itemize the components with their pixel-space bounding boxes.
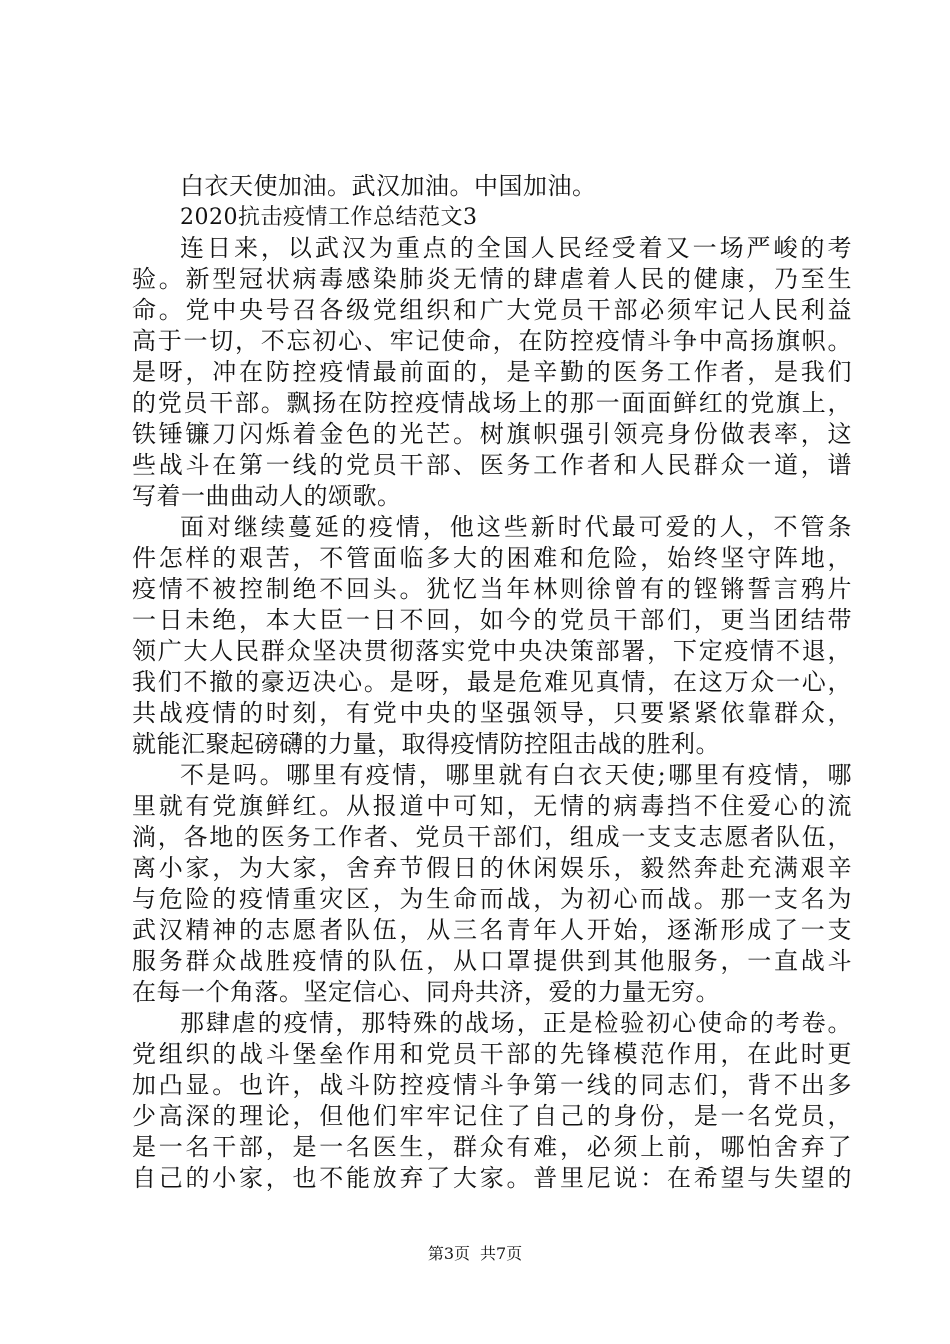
text-line: 不是吗。哪里有疫情，哪里就有白衣天使;哪里有疫情，哪 <box>180 761 852 789</box>
text-line: 少高深的理论，但他们牢牢记住了自己的身份，是一名党员， <box>132 1102 852 1130</box>
text-line: 我们不撤的豪迈决心。是呀，最是危难见真情，在这万众一心， <box>132 668 852 696</box>
page-number: 第3页 <box>427 1244 470 1263</box>
text-line: 铁锤镰刀闪烁着金色的光芒。树旗帜强引领亮身份做表率，这 <box>132 420 852 448</box>
text-line: 是呀，冲在防控疫情最前面的，是辛勤的医务工作者，是我们 <box>132 358 852 386</box>
text-line: 白衣天使加油。武汉加油。中国加油。 <box>180 172 597 200</box>
text-line: 些战斗在第一线的党员干部、医务工作者和人民群众一道，谱 <box>132 451 852 479</box>
text-line: 在每一个角落。坚定信心、同舟共济，爱的力量无穷。 <box>132 978 720 1006</box>
text-line: 面对继续蔓延的疫情，他这些新时代最可爱的人，不管条 <box>180 513 852 541</box>
text-line: 连日来，以武汉为重点的全国人民经受着又一场严峻的考 <box>180 234 852 262</box>
text-line: 离小家，为大家，舍弃节假日的休闲娱乐，毅然奔赴充满艰辛 <box>132 854 852 882</box>
text-line: 是一名干部，是一名医生，群众有难，必须上前，哪怕舍弃了 <box>132 1133 852 1161</box>
document-body <box>132 171 852 1194</box>
text-line: 淌，各地的医务工作者、党员干部们，组成一支支志愿者队伍， <box>132 823 852 851</box>
text-line: 武汉精神的志愿者队伍，从三名青年人开始，逐渐形成了一支 <box>132 916 852 944</box>
text-line: 高于一切，不忘初心、牢记使命，在防控疫情斗争中高扬旗帜。 <box>132 327 852 355</box>
section-heading: 2020抗击疫情工作总结范文3 <box>180 205 478 230</box>
page-footer <box>0 1244 950 1264</box>
text-line: 里就有党旗鲜红。从报道中可知，无情的病毒挡不住爱心的流 <box>132 792 852 820</box>
text-line: 共战疫情的时刻，有党中央的坚强领导，只要紧紧依靠群众， <box>132 699 852 727</box>
text-line: 与危险的疫情重灾区，为生命而战，为初心而战。那一支名为 <box>132 885 852 913</box>
text-line: 加凸显。也许，战斗防控疫情斗争第一线的同志们，背不出多 <box>132 1071 852 1099</box>
text-line: 那肆虐的疫情，那特殊的战场，正是检验初心使命的考卷。 <box>180 1009 852 1037</box>
text-line: 的党员干部。飘扬在防控疫情战场上的那一面面鲜红的党旗上， <box>132 389 852 417</box>
text-line: 服务群众战胜疫情的队伍，从口罩提供到其他服务，一直战斗 <box>132 947 852 975</box>
text-line: 件怎样的艰苦，不管面临多大的困难和危险，始终坚守阵地， <box>132 544 852 572</box>
text-line: 一日未绝，本大臣一日不回，如今的党员干部们，更当团结带 <box>132 606 852 634</box>
text-line: 验。新型冠状病毒感染肺炎无情的肆虐着人民的健康，乃至生 <box>132 265 852 293</box>
text-line: 党组织的战斗堡垒作用和党员干部的先锋模范作用，在此时更 <box>132 1040 852 1068</box>
text-line: 领广大人民群众坚决贯彻落实党中央决策部署，下定疫情不退， <box>132 637 852 665</box>
text-line: 命。党中央号召各级党组织和广大党员干部必须牢记人民利益 <box>132 296 852 324</box>
text-line: 写着一曲曲动人的颂歌。 <box>132 482 402 510</box>
text-line: 自己的小家，也不能放弃了大家。普里尼说：在希望与失望的 <box>132 1164 852 1192</box>
text-line: 就能汇聚起磅礴的力量，取得疫情防控阻击战的胜利。 <box>132 730 720 758</box>
page-total: 共7页 <box>480 1244 523 1263</box>
text-line: 疫情不被控制绝不回头。犹忆当年林则徐曾有的铿锵誓言鸦片 <box>132 575 852 603</box>
